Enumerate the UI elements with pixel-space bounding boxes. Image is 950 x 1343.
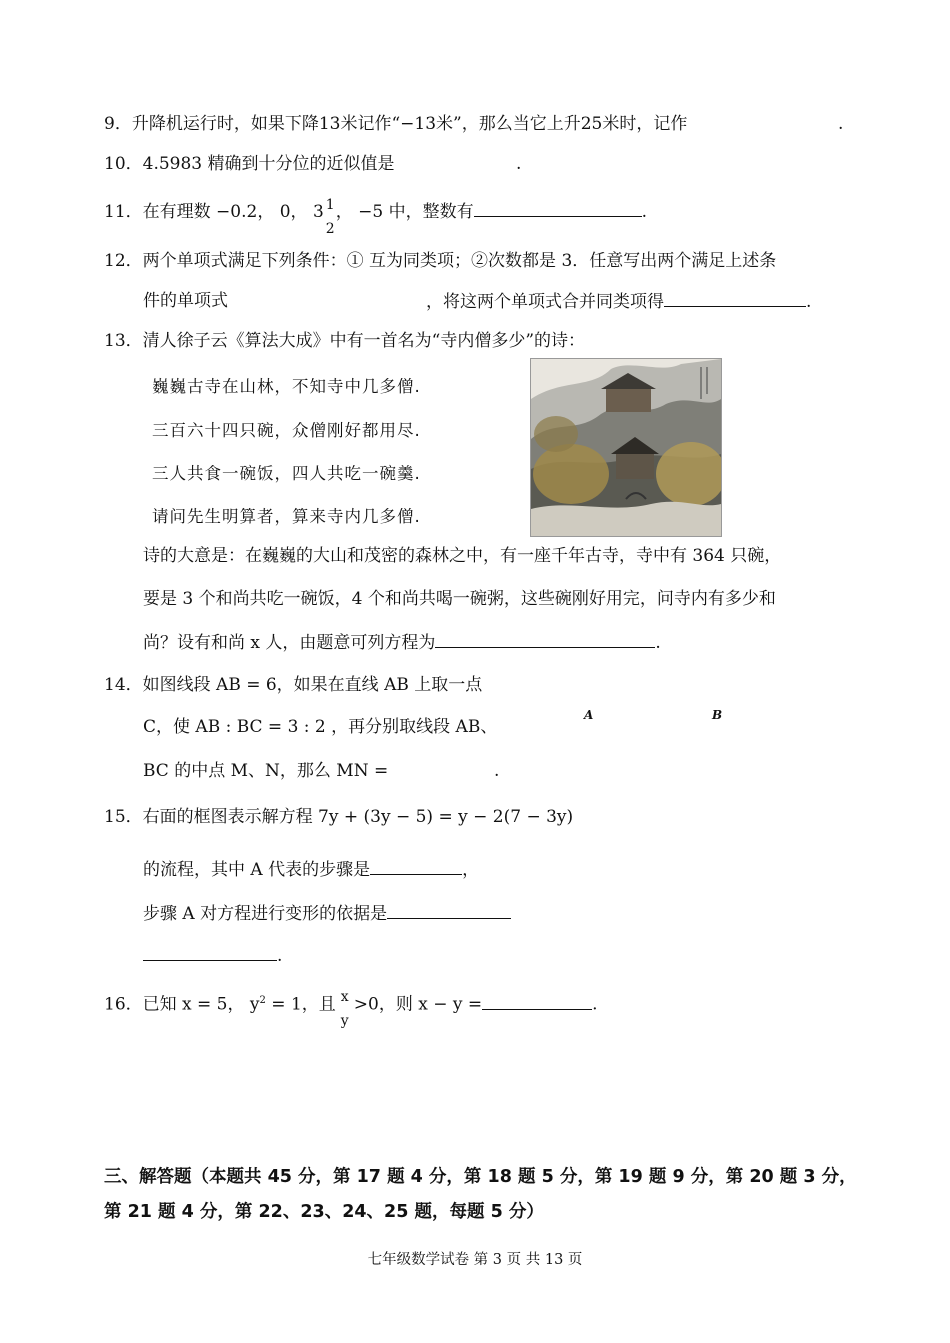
question-text-pre: 已知 x = 5， y bbox=[142, 994, 260, 1015]
answer-blank[interactable] bbox=[387, 902, 511, 919]
question-14-line3 bbox=[143, 760, 388, 782]
question-12 bbox=[104, 250, 776, 272]
poem-line-2: 三百六十四只碗，众僧刚好都用尽. bbox=[152, 421, 421, 440]
question-15-line4 bbox=[143, 944, 282, 967]
question-10 bbox=[104, 153, 395, 175]
question-12-line2 bbox=[143, 290, 228, 312]
question-number: 11． bbox=[104, 202, 143, 222]
question-number: 13． bbox=[104, 331, 143, 351]
answer-blank[interactable] bbox=[370, 858, 462, 875]
question-text: ，将这两个单项式合并同类项得 bbox=[426, 292, 664, 312]
question-text: 清人徐子云《算法大成》中有一首名为“寺内僧多少”的诗： bbox=[142, 331, 586, 351]
period: . bbox=[494, 761, 500, 781]
question-13-meaning-2: 要是 3 个和尚共吃一碗饭，4 个和尚共喝一碗粥，这些碗刚好用完，问寺内有多少和 bbox=[143, 589, 776, 609]
answer-blank[interactable] bbox=[664, 290, 806, 307]
answer-blank[interactable] bbox=[482, 993, 592, 1010]
period: . bbox=[806, 292, 812, 312]
exponent: 2 bbox=[259, 995, 266, 1006]
question-text: 升降机运行时，如果下降13米记作“−13米”，那么当它上升25米时，记作 bbox=[131, 114, 688, 134]
question-number: 15． bbox=[104, 807, 143, 827]
question-14 bbox=[104, 674, 482, 696]
comma: ， bbox=[462, 860, 480, 880]
period: . bbox=[516, 154, 522, 174]
question-number: 16． bbox=[104, 994, 143, 1015]
question-text: 4.5983 精确到十分位的近似值是 bbox=[142, 154, 395, 174]
page-footer: 七年级数学试卷 第 3 页 共 13 页 bbox=[367, 1252, 583, 1268]
question-text: 如图线段 AB = 6，如果在直线 AB 上取一点 bbox=[142, 675, 483, 695]
question-text-post: >0，则 x − y = bbox=[353, 994, 483, 1015]
question-13-meaning-3 bbox=[143, 631, 661, 654]
period: . bbox=[838, 114, 844, 134]
section-3-heading-line2: 第 21 题 4 分，第 22、23、24、25 题，每题 5 分） bbox=[104, 1202, 544, 1222]
poem-line-1: 巍巍古寺在山林，不知寺中几多僧. bbox=[152, 377, 421, 396]
question-text: 件的单项式 bbox=[143, 291, 228, 311]
question-9 bbox=[104, 113, 687, 135]
question-13-meaning-1: 诗的大意是：在巍巍的大山和茂密的森林之中，有一座千年古寺，寺中有 364 只碗， bbox=[143, 546, 782, 566]
question-14-line2: C，使 AB : BC = 3 : 2 ，再分别取线段 AB、 bbox=[143, 717, 498, 737]
question-15-line3 bbox=[143, 902, 511, 925]
poem-line-4: 请问先生明算者，算来寺内几多僧. bbox=[152, 507, 421, 526]
fraction: x y bbox=[340, 989, 349, 1030]
question-text-pre: 在有理数 −0.2， 0， 3 bbox=[142, 202, 324, 222]
point-b-label: B bbox=[712, 708, 723, 722]
point-a-label: A bbox=[584, 708, 594, 722]
question-text: 的流程，其中 A 代表的步骤是 bbox=[143, 860, 371, 880]
period: . bbox=[277, 946, 283, 966]
question-15 bbox=[104, 806, 573, 828]
question-text: 步骤 A 对方程进行变形的依据是 bbox=[143, 904, 388, 924]
question-13 bbox=[104, 330, 585, 352]
question-12-line2b bbox=[426, 290, 811, 313]
question-text-mid: = 1，且 bbox=[265, 994, 336, 1015]
question-15-line2 bbox=[143, 858, 479, 881]
question-text: BC 的中点 M、N，那么 MN = bbox=[143, 761, 389, 781]
answer-blank-continued[interactable] bbox=[143, 944, 277, 961]
question-text: 尚？设有和尚 x 人，由题意可列方程为 bbox=[143, 633, 436, 653]
question-text: 两个单项式满足下列条件：① 互为同类项；②次数都是 3．任意写出两个满足上述条 bbox=[142, 251, 777, 271]
landscape-painting-svg bbox=[531, 359, 721, 536]
question-number: 10． bbox=[104, 154, 143, 174]
question-11 bbox=[104, 196, 648, 237]
poem-line-3: 三人共食一碗饭，四人共吃一碗羹. bbox=[152, 464, 421, 483]
period: . bbox=[592, 994, 598, 1015]
fraction: 1 2 bbox=[325, 196, 335, 237]
question-text-post: ， −5 中，整数有 bbox=[335, 202, 474, 222]
period: . bbox=[655, 633, 661, 653]
question-text: 右面的框图表示解方程 7y + (3y − 5) = y − 2(7 − 3y) bbox=[142, 807, 574, 827]
landscape-painting bbox=[530, 358, 722, 537]
question-16 bbox=[104, 989, 598, 1030]
answer-blank[interactable] bbox=[435, 631, 655, 648]
period: . bbox=[641, 202, 648, 222]
section-3-heading-line1: 三、解答题（本题共 45 分，第 17 题 4 分，第 18 题 5 分，第 19 题 9 分，第 20 题 3 分， bbox=[104, 1167, 857, 1187]
question-number: 14． bbox=[104, 675, 143, 695]
question-number: 9． bbox=[104, 114, 132, 134]
question-number: 12． bbox=[104, 251, 143, 271]
answer-blank[interactable] bbox=[474, 200, 642, 217]
